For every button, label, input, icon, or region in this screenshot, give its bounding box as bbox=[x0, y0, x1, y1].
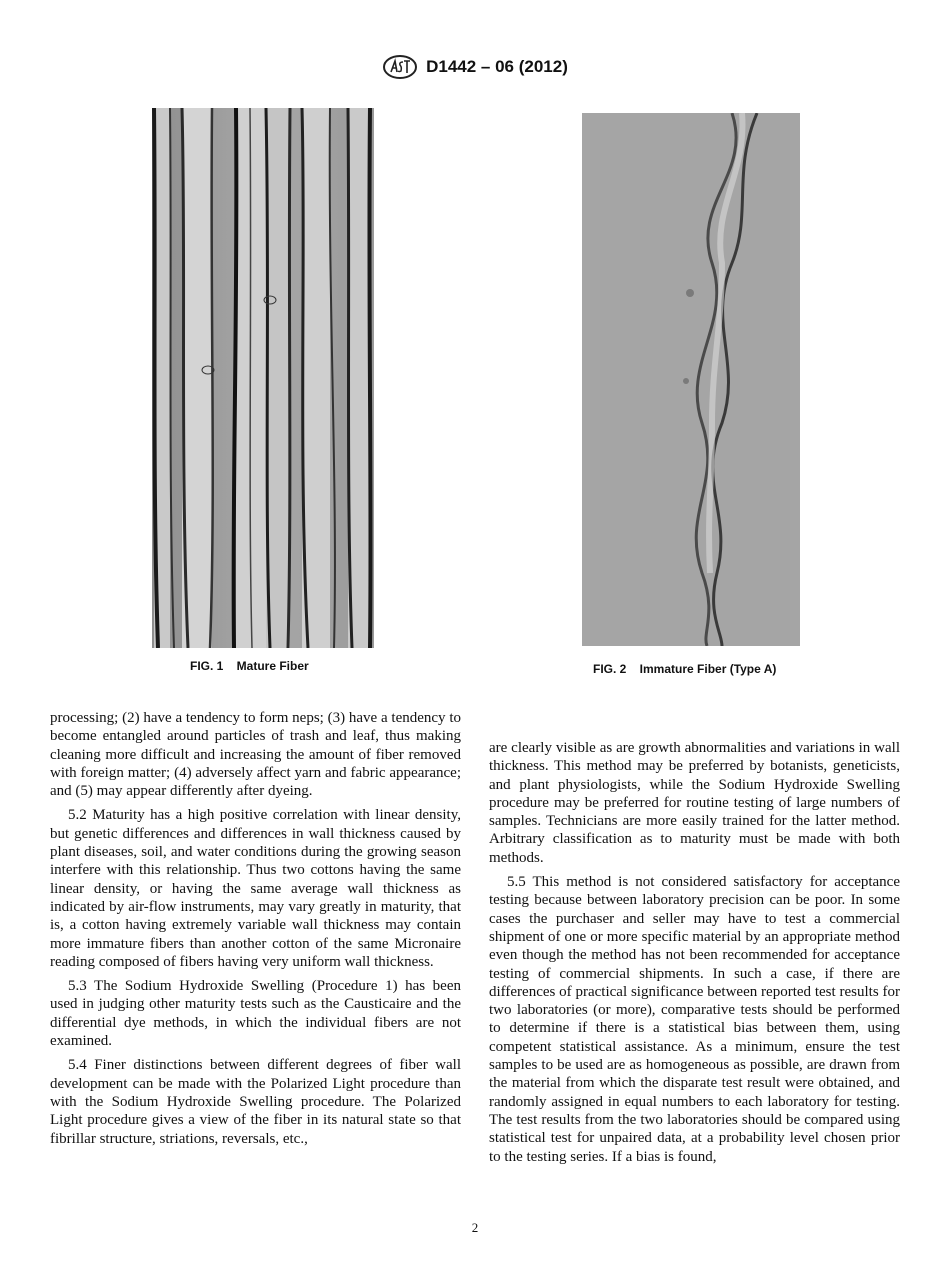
standard-designation: D1442 – 06 (2012) bbox=[426, 57, 568, 76]
paragraph: are clearly visible as are growth abnormalities and variations in wall thickness. This method may be preferred by botanists, geneticists, and plant physiologists, while the Sodium Hydroxide Swelling procedure may be preferred for routine testing of large numbers of samples. Technicians are more easily trained for the latter method. Arbitrary classification as to maturity must be made with both methods. bbox=[489, 740, 900, 866]
paragraph-5-3: 5.3 The Sodium Hydroxide Swelling (Procedure 1) has been used in judging other maturity tests such as the Causticaire and the differential dye methods, in which the individual fibers are not examined. bbox=[50, 978, 461, 1050]
figure-2-immature-fiber-image bbox=[582, 113, 800, 646]
paragraph-5-5: 5.5 This method is not considered satisfactory for acceptance testing because between laboratory precision can be poor. In some cases the purchaser and seller may have to test a commercial shipment of one or more specific material by an appropriate method even though the method has not been recommended for acceptance testing of commercial shipments. In such a case, if there are differences of practical significance between reported test results for two laboratories (or more), comparative tests should be performed to determine if there is a statistical bias between them, using competent statistical assistance. As a minimum, ensure the test samples to be used are as homogeneous as possible, are drawn from the material from which the disparate test result were obtained, and randomly assigned in equal numbers to each laboratory for testing. The test results from the two laboratories should be compared using statistical test for unpaired data, at a probability level chosen prior to the testing series. If a bias is found, bbox=[489, 874, 900, 1165]
astm-logo-icon bbox=[382, 54, 418, 80]
paragraph-5-4: 5.4 Finer distinctions between different degrees of fiber wall development can be made with the Polarized Light procedure than with the Sodium Hydroxide Swelling procedure. The Polarized Light procedure gives a view of the fiber in its natural state so that fibrillar structure, striations, reversals, etc., bbox=[50, 1057, 461, 1147]
page-number: 2 bbox=[471, 1220, 479, 1235]
figure-1-mature-fiber-image bbox=[152, 108, 374, 648]
paragraph: processing; (2) have a tendency to form neps; (3) have a tendency to become entangled around particles of trash and leaf, thus making cleaning more difficult and increasing the amount of fiber removed with foreign matter; (4) adversely affect yarn and fabric appearance; and (5) may appear differently after dyeing. bbox=[50, 710, 461, 800]
paragraph-5-2: 5.2 Maturity has a high positive correlation with linear density, but genetic differences and differences in wall thickness caused by plant diseases, soil, and water conditions during the growing season interfere with this relationship. Thus two cottons having the same linear density, or having the same average wall thickness as indicated by air-flow instruments, may vary greatly in maturity, that is, a cotton having extremely variable wall thickness may contain more immature fibers than another cotton of the same Micronaire reading composed of fibers having very uniform wall thickness. bbox=[50, 807, 461, 970]
figure-2-caption: FIG. 2 Immature Fiber (Type A) bbox=[593, 662, 777, 676]
figure-1-caption: FIG. 1 Mature Fiber bbox=[190, 659, 309, 673]
right-column bbox=[489, 739, 900, 1172]
page-header bbox=[0, 54, 950, 80]
left-column bbox=[50, 709, 461, 1154]
